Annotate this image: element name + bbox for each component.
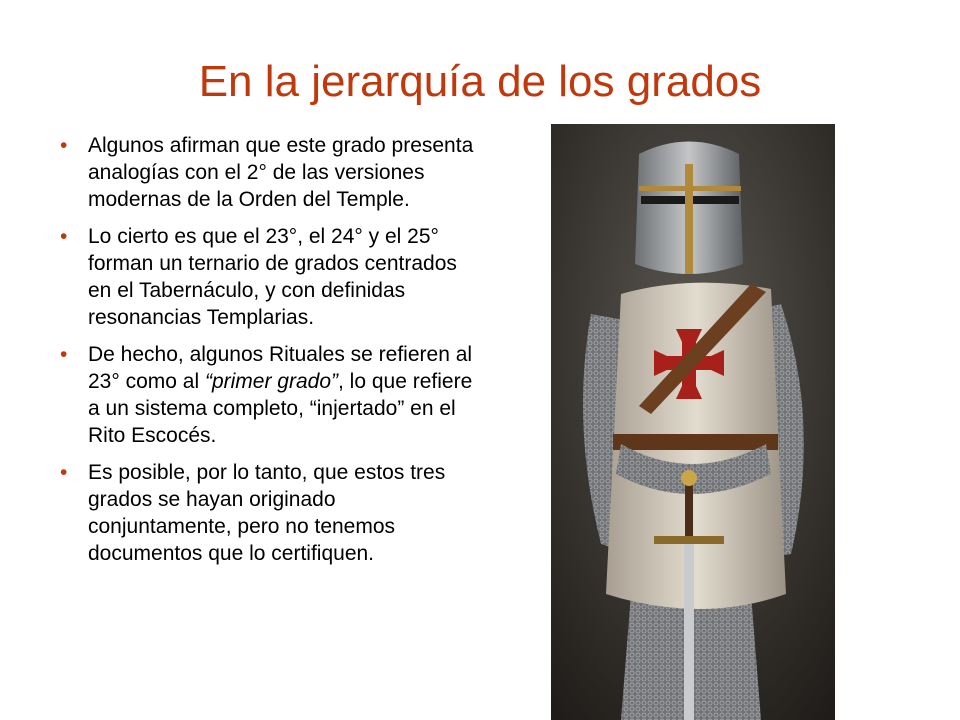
helm-brow-band — [639, 186, 741, 191]
bullet-text: Lo cierto es que el 23°, el 24° y el 25° forman un ternario de grados centrados en el Tabernáculo, y con definidas resonancias Templarias. — [88, 225, 457, 329]
sword-blade — [684, 544, 694, 720]
bullet-item — [60, 341, 478, 449]
templar-knight-illustration — [551, 124, 835, 720]
belt — [613, 434, 778, 450]
bullet-glyph: • — [60, 461, 68, 484]
bullet-list — [60, 132, 478, 577]
bullet-text: , lo que refiere a un sistema completo, “injertado” en el Rito Escocés. — [88, 370, 473, 447]
bullet-glyph: • — [60, 343, 68, 366]
bullet-item — [60, 132, 478, 213]
bullet-item — [60, 459, 478, 567]
sword-crossguard — [654, 536, 724, 544]
bullet-text: Algunos afirman que este grado presenta analogías con el 2° de las versiones modernas de la Orden del Temple. — [88, 134, 474, 211]
bullet-glyph: • — [60, 225, 68, 248]
bullet-text: Es posible, por lo tanto, que estos tres grados se hayan originado conjuntamente, pero no tenemos documentos que lo certifiquen. — [88, 461, 446, 565]
helm-nasal-bar — [685, 164, 693, 274]
slide-title: En la jerarquía de los grados — [198, 57, 762, 106]
sword-grip — [685, 484, 693, 536]
templar-knight-photo — [551, 124, 835, 720]
bullet-text-emphasis: “primer grado” — [204, 370, 339, 393]
bullet-item — [60, 223, 478, 331]
bullet-glyph: • — [60, 134, 68, 157]
sword-pommel — [681, 470, 697, 486]
bullet-text: De hecho, algunos Rituales se refieren al 23° como al — [88, 343, 473, 393]
